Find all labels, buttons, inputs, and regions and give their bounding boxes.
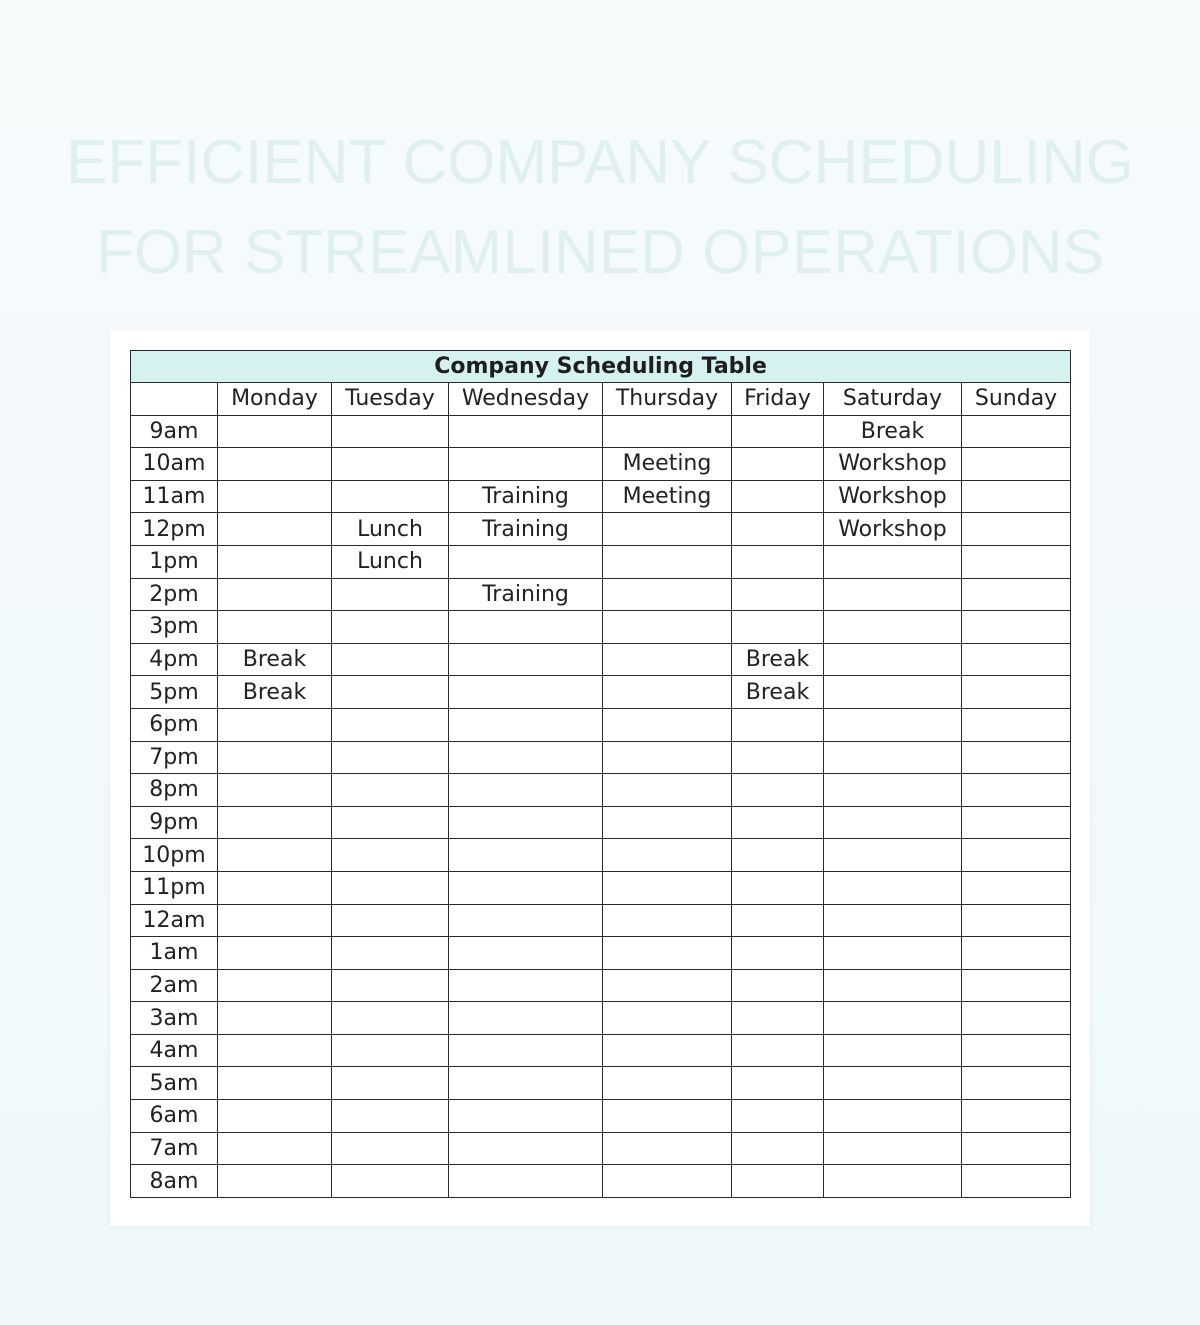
schedule-cell-friday[interactable] [732, 513, 824, 546]
schedule-cell-thursday[interactable] [603, 1132, 732, 1165]
schedule-cell-saturday[interactable]: Break [824, 415, 962, 448]
table-row [131, 643, 1071, 676]
schedule-cell-monday[interactable] [218, 415, 332, 448]
schedule-cell-friday[interactable] [732, 1034, 824, 1067]
day-header-saturday: Saturday [824, 383, 962, 416]
schedule-cell-saturday[interactable] [824, 969, 962, 1002]
time-cell: 8pm [131, 774, 218, 807]
schedule-cell-friday[interactable] [732, 937, 824, 970]
schedule-cell-tuesday[interactable] [332, 448, 449, 481]
schedule-cell-sunday[interactable] [962, 1002, 1071, 1035]
schedule-cell-saturday[interactable] [824, 839, 962, 872]
time-cell: 11pm [131, 871, 218, 904]
schedule-cell-sunday[interactable] [962, 708, 1071, 741]
schedule-cell-monday[interactable] [218, 513, 332, 546]
time-cell: 8am [131, 1165, 218, 1198]
table-row [131, 871, 1071, 904]
schedule-cell-monday[interactable]: Break [218, 676, 332, 709]
schedule-cell-saturday[interactable]: Workshop [824, 480, 962, 513]
schedule-cell-thursday[interactable] [603, 545, 732, 578]
table-row [131, 676, 1071, 709]
schedule-cell-tuesday[interactable] [332, 969, 449, 1002]
schedule-cell-monday[interactable] [218, 839, 332, 872]
schedule-cell-friday[interactable] [732, 415, 824, 448]
schedule-cell-sunday[interactable] [962, 448, 1071, 481]
schedule-cell-saturday[interactable] [824, 904, 962, 937]
schedule-cell-monday[interactable] [218, 1100, 332, 1133]
schedule-cell-sunday[interactable] [962, 480, 1071, 513]
time-cell: 5pm [131, 676, 218, 709]
schedule-cell-tuesday[interactable] [332, 415, 449, 448]
schedule-cell-tuesday[interactable] [332, 937, 449, 970]
schedule-cell-tuesday[interactable] [332, 1132, 449, 1165]
schedule-cell-saturday[interactable] [824, 578, 962, 611]
table-row [131, 1100, 1071, 1133]
schedule-cell-saturday[interactable] [824, 741, 962, 774]
schedule-cell-wednesday[interactable] [449, 871, 603, 904]
schedule-cell-sunday[interactable] [962, 806, 1071, 839]
schedule-cell-tuesday[interactable] [332, 578, 449, 611]
schedule-cell-friday[interactable] [732, 904, 824, 937]
schedule-cell-monday[interactable] [218, 708, 332, 741]
schedule-cell-tuesday[interactable] [332, 1100, 449, 1133]
time-cell: 12pm [131, 513, 218, 546]
schedule-cell-tuesday[interactable] [332, 774, 449, 807]
time-cell: 1pm [131, 545, 218, 578]
schedule-cell-tuesday[interactable] [332, 806, 449, 839]
table-row [131, 578, 1071, 611]
table-row [131, 708, 1071, 741]
schedule-cell-wednesday[interactable] [449, 969, 603, 1002]
schedule-cell-sunday[interactable] [962, 415, 1071, 448]
table-row [131, 969, 1071, 1002]
schedule-cell-saturday[interactable] [824, 1165, 962, 1198]
schedule-cell-wednesday[interactable] [449, 1165, 603, 1198]
day-header-sunday: Sunday [962, 383, 1071, 416]
table-row [131, 513, 1071, 546]
table-row [131, 937, 1071, 970]
time-cell: 5am [131, 1067, 218, 1100]
schedule-cell-wednesday[interactable] [449, 741, 603, 774]
schedule-cell-wednesday[interactable] [449, 1100, 603, 1133]
schedule-cell-monday[interactable] [218, 937, 332, 970]
schedule-cell-wednesday[interactable] [449, 545, 603, 578]
schedule-cell-friday[interactable] [732, 1132, 824, 1165]
table-row [131, 839, 1071, 872]
schedule-cell-friday[interactable] [732, 480, 824, 513]
schedule-cell-wednesday[interactable] [449, 676, 603, 709]
schedule-cell-friday[interactable] [732, 871, 824, 904]
schedule-cell-thursday[interactable] [603, 611, 732, 644]
schedule-cell-thursday[interactable] [603, 415, 732, 448]
schedule-cell-sunday[interactable] [962, 611, 1071, 644]
schedule-body [131, 415, 1071, 1197]
schedule-cell-monday[interactable] [218, 448, 332, 481]
schedule-cell-sunday[interactable] [962, 578, 1071, 611]
page-title-line-1: EFFICIENT COMPANY SCHEDULING [66, 128, 1134, 197]
schedule-cell-thursday[interactable] [603, 806, 732, 839]
schedule-cell-sunday[interactable] [962, 1165, 1071, 1198]
time-cell: 9pm [131, 806, 218, 839]
day-header-thursday: Thursday [603, 383, 732, 416]
schedule-cell-sunday[interactable] [962, 871, 1071, 904]
schedule-cell-monday[interactable] [218, 871, 332, 904]
schedule-cell-wednesday[interactable] [449, 643, 603, 676]
schedule-cell-thursday[interactable] [603, 708, 732, 741]
schedule-cell-wednesday[interactable] [449, 1002, 603, 1035]
schedule-cell-monday[interactable] [218, 611, 332, 644]
schedule-cell-saturday[interactable] [824, 1132, 962, 1165]
schedule-cell-tuesday[interactable] [332, 871, 449, 904]
table-row [131, 611, 1071, 644]
time-cell: 7am [131, 1132, 218, 1165]
schedule-cell-saturday[interactable] [824, 545, 962, 578]
schedule-cell-thursday[interactable] [603, 1034, 732, 1067]
schedule-cell-monday[interactable] [218, 480, 332, 513]
schedule-cell-monday[interactable] [218, 1002, 332, 1035]
schedule-cell-friday[interactable] [732, 1165, 824, 1198]
schedule-cell-monday[interactable] [218, 578, 332, 611]
schedule-cell-friday[interactable] [732, 1100, 824, 1133]
schedule-cell-wednesday[interactable]: Training [449, 480, 603, 513]
schedule-cell-friday[interactable] [732, 1067, 824, 1100]
schedule-cell-saturday[interactable] [824, 611, 962, 644]
schedule-cell-tuesday[interactable] [332, 676, 449, 709]
schedule-cell-sunday[interactable] [962, 969, 1071, 1002]
time-cell: 3am [131, 1002, 218, 1035]
schedule-cell-thursday[interactable] [603, 937, 732, 970]
schedule-cell-tuesday[interactable] [332, 1002, 449, 1035]
table-row [131, 904, 1071, 937]
schedule-cell-thursday[interactable] [603, 741, 732, 774]
schedule-cell-sunday[interactable] [962, 904, 1071, 937]
schedule-cell-saturday[interactable] [824, 643, 962, 676]
table-row [131, 415, 1071, 448]
schedule-cell-tuesday[interactable] [332, 708, 449, 741]
schedule-cell-friday[interactable]: Break [732, 643, 824, 676]
page-title [0, 118, 1200, 298]
schedule-cell-friday[interactable] [732, 969, 824, 1002]
schedule-cell-monday[interactable] [218, 969, 332, 1002]
table-row [131, 774, 1071, 807]
schedule-cell-tuesday[interactable] [332, 1034, 449, 1067]
schedule-cell-wednesday[interactable] [449, 937, 603, 970]
schedule-cell-sunday[interactable] [962, 643, 1071, 676]
schedule-cell-saturday[interactable] [824, 1034, 962, 1067]
schedule-cell-thursday[interactable] [603, 1002, 732, 1035]
schedule-cell-tuesday[interactable] [332, 741, 449, 774]
schedule-cell-sunday[interactable] [962, 1132, 1071, 1165]
schedule-cell-tuesday[interactable] [332, 480, 449, 513]
time-cell: 10pm [131, 839, 218, 872]
time-cell: 9am [131, 415, 218, 448]
schedule-cell-sunday[interactable] [962, 741, 1071, 774]
schedule-cell-thursday[interactable] [603, 578, 732, 611]
day-header-friday: Friday [732, 383, 824, 416]
table-row [131, 806, 1071, 839]
page-title-line-2: FOR STREAMLINED OPERATIONS [95, 218, 1105, 287]
schedule-cell-thursday[interactable] [603, 904, 732, 937]
schedule-cell-tuesday[interactable] [332, 904, 449, 937]
schedule-cell-monday[interactable] [218, 904, 332, 937]
schedule-cell-sunday[interactable] [962, 1067, 1071, 1100]
schedule-cell-sunday[interactable] [962, 1034, 1071, 1067]
schedule-cell-wednesday[interactable] [449, 448, 603, 481]
table-row [131, 1002, 1071, 1035]
schedule-cell-saturday[interactable]: Workshop [824, 513, 962, 546]
schedule-cell-sunday[interactable] [962, 1100, 1071, 1133]
schedule-cell-wednesday[interactable] [449, 1067, 603, 1100]
time-cell: 10am [131, 448, 218, 481]
schedule-cell-wednesday[interactable] [449, 774, 603, 807]
schedule-cell-friday[interactable]: Break [732, 676, 824, 709]
schedule-cell-wednesday[interactable] [449, 708, 603, 741]
schedule-cell-wednesday[interactable]: Training [449, 578, 603, 611]
schedule-cell-wednesday[interactable]: Training [449, 513, 603, 546]
time-cell: 7pm [131, 741, 218, 774]
schedule-cell-thursday[interactable] [603, 1165, 732, 1198]
schedule-cell-tuesday[interactable] [332, 1165, 449, 1198]
schedule-cell-thursday[interactable] [603, 676, 732, 709]
schedule-cell-sunday[interactable] [962, 839, 1071, 872]
schedule-cell-sunday[interactable] [962, 513, 1071, 546]
schedule-cell-monday[interactable] [218, 545, 332, 578]
schedule-cell-thursday[interactable] [603, 513, 732, 546]
schedule-cell-saturday[interactable]: Workshop [824, 448, 962, 481]
table-title: Company Scheduling Table [131, 351, 1071, 383]
schedule-cell-friday[interactable] [732, 545, 824, 578]
schedule-cell-wednesday[interactable] [449, 611, 603, 644]
schedule-cell-friday[interactable] [732, 774, 824, 807]
schedule-cell-friday[interactable] [732, 806, 824, 839]
schedule-cell-tuesday[interactable]: Lunch [332, 545, 449, 578]
schedule-cell-monday[interactable] [218, 806, 332, 839]
schedule-cell-friday[interactable] [732, 839, 824, 872]
schedule-cell-saturday[interactable] [824, 774, 962, 807]
table-row [131, 480, 1071, 513]
schedule-cell-saturday[interactable] [824, 708, 962, 741]
schedule-cell-monday[interactable] [218, 741, 332, 774]
schedule-cell-wednesday[interactable] [449, 904, 603, 937]
schedule-cell-saturday[interactable] [824, 1067, 962, 1100]
time-cell: 12am [131, 904, 218, 937]
schedule-cell-saturday[interactable] [824, 676, 962, 709]
day-header-monday: Monday [218, 383, 332, 416]
time-cell: 4am [131, 1034, 218, 1067]
schedule-cell-thursday[interactable] [603, 871, 732, 904]
schedule-cell-saturday[interactable] [824, 937, 962, 970]
schedule-cell-friday[interactable] [732, 741, 824, 774]
schedule-cell-tuesday[interactable] [332, 1067, 449, 1100]
schedule-cell-tuesday[interactable] [332, 643, 449, 676]
schedule-cell-thursday[interactable] [603, 643, 732, 676]
table-row [131, 741, 1071, 774]
table-row [131, 1132, 1071, 1165]
schedule-cell-saturday[interactable] [824, 871, 962, 904]
schedule-cell-thursday[interactable]: Meeting [603, 448, 732, 481]
schedule-cell-wednesday[interactable] [449, 1034, 603, 1067]
schedule-cell-sunday[interactable] [962, 545, 1071, 578]
time-cell: 6pm [131, 708, 218, 741]
schedule-cell-thursday[interactable] [603, 839, 732, 872]
table-row [131, 1165, 1071, 1198]
schedule-cell-monday[interactable] [218, 1165, 332, 1198]
time-cell: 2am [131, 969, 218, 1002]
schedule-cell-thursday[interactable] [603, 774, 732, 807]
schedule-cell-sunday[interactable] [962, 937, 1071, 970]
table-row [131, 545, 1071, 578]
schedule-cell-saturday[interactable] [824, 1100, 962, 1133]
day-header-tuesday: Tuesday [332, 383, 449, 416]
schedule-cell-thursday[interactable] [603, 1067, 732, 1100]
schedule-cell-sunday[interactable] [962, 774, 1071, 807]
time-cell: 4pm [131, 643, 218, 676]
schedule-cell-wednesday[interactable] [449, 839, 603, 872]
schedule-cell-wednesday[interactable] [449, 1132, 603, 1165]
schedule-cell-thursday[interactable] [603, 969, 732, 1002]
time-cell: 1am [131, 937, 218, 970]
time-cell: 11am [131, 480, 218, 513]
schedule-cell-sunday[interactable] [962, 676, 1071, 709]
schedule-cell-monday[interactable] [218, 1132, 332, 1165]
time-cell: 3pm [131, 611, 218, 644]
schedule-cell-wednesday[interactable] [449, 806, 603, 839]
schedule-cell-thursday[interactable]: Meeting [603, 480, 732, 513]
schedule-cell-monday[interactable] [218, 1034, 332, 1067]
schedule-cell-friday[interactable] [732, 1002, 824, 1035]
schedule-cell-monday[interactable] [218, 1067, 332, 1100]
schedule-cell-saturday[interactable] [824, 806, 962, 839]
schedule-table [130, 350, 1071, 1198]
table-row [131, 448, 1071, 481]
time-cell: 2pm [131, 578, 218, 611]
schedule-cell-tuesday[interactable]: Lunch [332, 513, 449, 546]
schedule-cell-friday[interactable] [732, 578, 824, 611]
schedule-cell-tuesday[interactable] [332, 611, 449, 644]
table-row [131, 1034, 1071, 1067]
schedule-cell-saturday[interactable] [824, 1002, 962, 1035]
table-title-row [131, 351, 1071, 383]
day-header-row [131, 383, 1071, 416]
schedule-cell-friday[interactable] [732, 448, 824, 481]
time-cell: 6am [131, 1100, 218, 1133]
schedule-cell-thursday[interactable] [603, 1100, 732, 1133]
schedule-cell-wednesday[interactable] [449, 415, 603, 448]
day-header-wednesday: Wednesday [449, 383, 603, 416]
schedule-cell-monday[interactable]: Break [218, 643, 332, 676]
schedule-cell-tuesday[interactable] [332, 839, 449, 872]
schedule-cell-friday[interactable] [732, 611, 824, 644]
table-row [131, 1067, 1071, 1100]
schedule-cell-monday[interactable] [218, 774, 332, 807]
time-header-cell [131, 383, 218, 416]
schedule-cell-friday[interactable] [732, 708, 824, 741]
